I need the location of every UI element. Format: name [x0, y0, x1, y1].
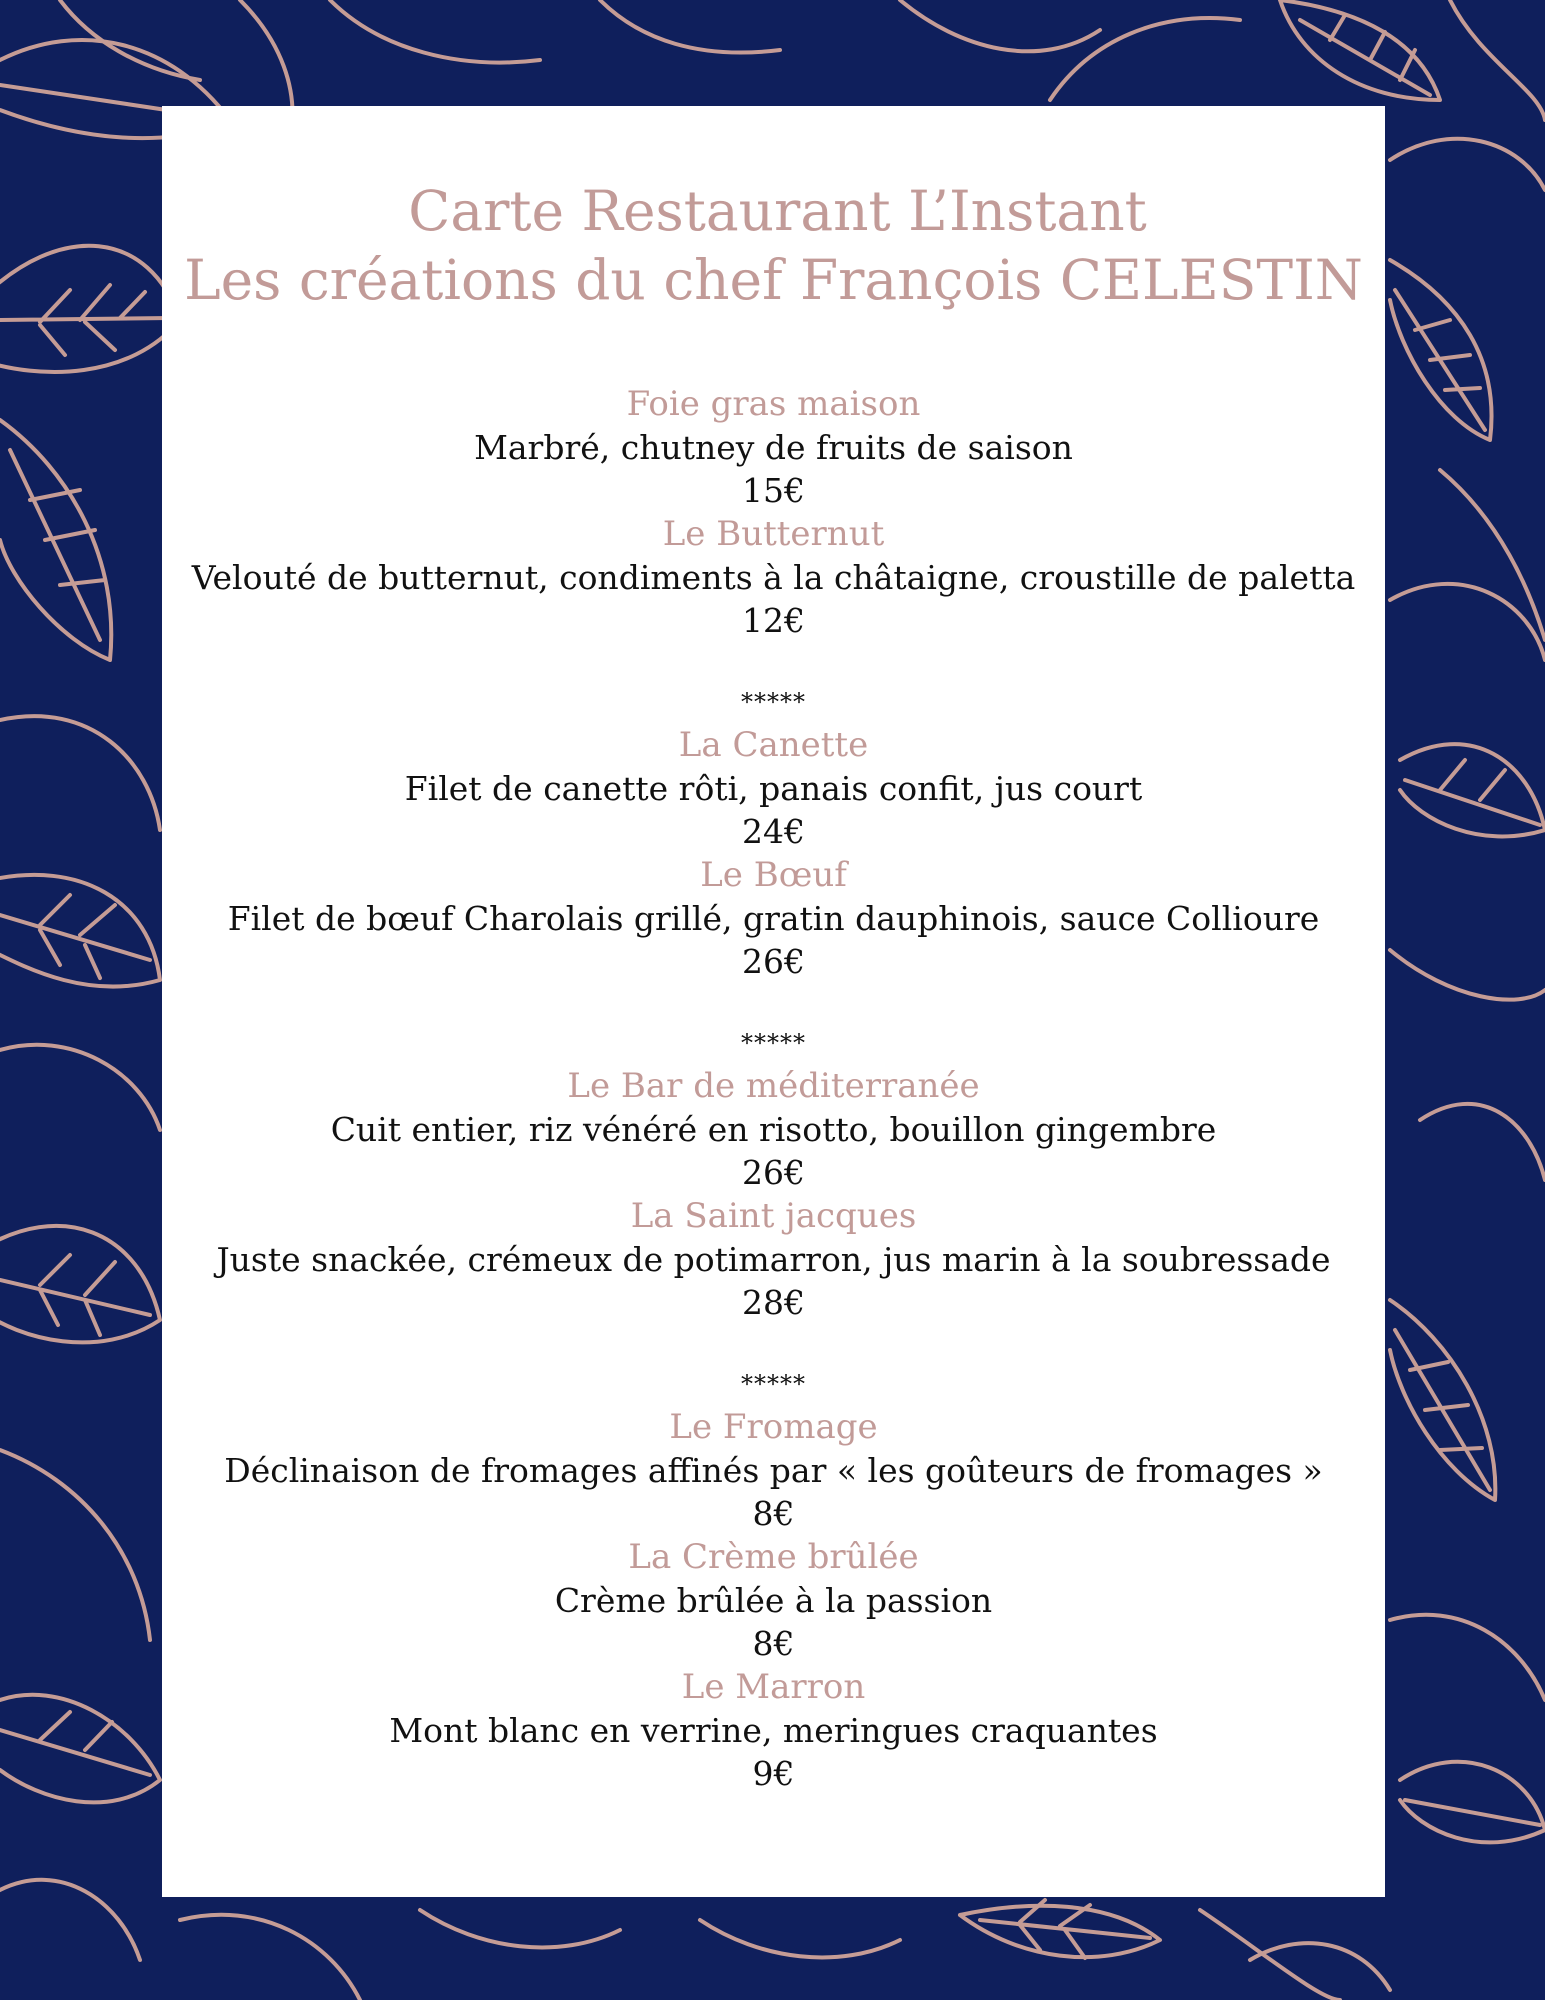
menu-section-starters [162, 382, 1385, 642]
dish-price: 15€ [742, 471, 805, 510]
dish-description: Mont blanc en verrine, meringues craquantes [389, 1711, 1158, 1750]
menu-subtitle: Les créations du chef François CELESTIN [184, 248, 1363, 312]
dish-name: Le Bar de méditerranée [567, 1066, 980, 1106]
dish-price: 8€ [752, 1624, 795, 1663]
dish-name: Le Marron [681, 1667, 866, 1707]
dish-name: Le Fromage [669, 1407, 878, 1447]
dish-description: Velouté de butternut, condiments à la châtaigne, croustille de paletta [191, 558, 1356, 597]
dish-name: Le Butternut [662, 514, 885, 554]
menu-section-meats [162, 723, 1385, 983]
dish-name: Foie gras maison [626, 384, 921, 424]
dish-price: 24€ [742, 812, 805, 851]
section-separator: ***** [741, 1029, 806, 1057]
dish-name: La Crème brûlée [628, 1537, 919, 1577]
dish-description: Juste snackée, crémeux de potimarron, jus marin à la soubressade [216, 1240, 1331, 1279]
dish-description: Crème brûlée à la passion [554, 1581, 993, 1620]
dish-name: Le Bœuf [700, 855, 847, 895]
menu-body [162, 382, 1385, 1795]
menu-card [162, 106, 1385, 1897]
dish-price: 12€ [742, 601, 805, 640]
dish-price: 8€ [752, 1494, 795, 1533]
dish-price: 26€ [742, 942, 805, 981]
dish-description: Déclinaison de fromages affinés par « les goûteurs de fromages » [224, 1451, 1323, 1490]
dish-name: La Canette [678, 725, 869, 765]
menu-section-fish [162, 1064, 1385, 1324]
section-separator: ***** [741, 688, 806, 716]
dish-price: 26€ [742, 1153, 805, 1192]
dish-name: La Saint jacques [630, 1196, 917, 1236]
menu-section-desserts [162, 1405, 1385, 1795]
section-separator: ***** [741, 1370, 806, 1398]
menu-title: Carte Restaurant L’Instant [408, 179, 1147, 243]
dish-description: Filet de canette rôti, panais confit, jus court [404, 769, 1143, 808]
dish-description: Cuit entier, riz vénéré en risotto, bouillon gingembre [330, 1110, 1217, 1149]
dish-price: 9€ [752, 1754, 795, 1793]
dish-price: 28€ [742, 1283, 805, 1322]
dish-description: Marbré, chutney de fruits de saison [474, 428, 1073, 467]
dish-description: Filet de bœuf Charolais grillé, gratin dauphinois, sauce Collioure [227, 899, 1320, 938]
